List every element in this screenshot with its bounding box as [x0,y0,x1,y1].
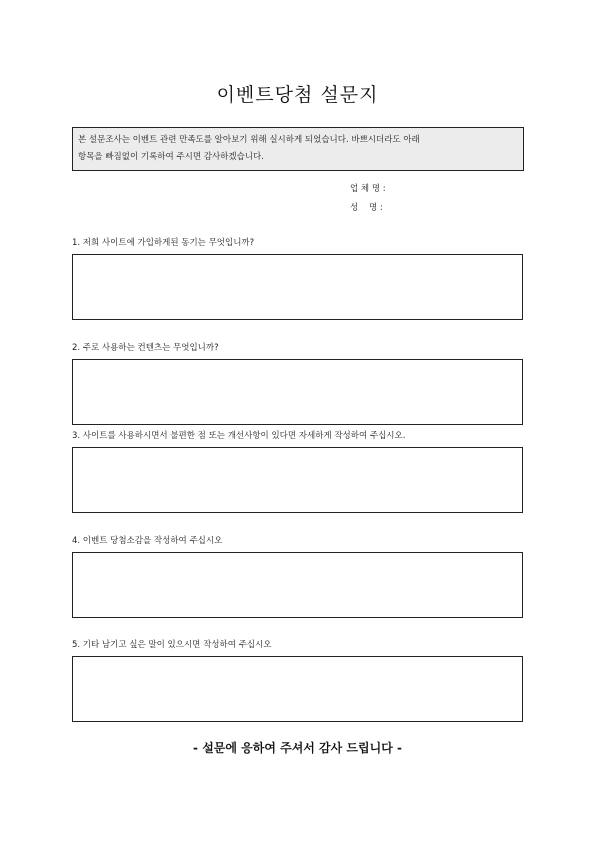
page-title: 이벤트당첨 설문지 [216,84,379,106]
company-name-label: 업 체 명 : [350,184,386,194]
question-4: 4. 이벤트 당첨소감을 작성하여 주십시오 [72,536,223,546]
closing-message: - 설문에 응하여 주셔서 감사 드립니다 - [193,741,402,755]
question-5: 5. 기타 남기고 싶은 말이 있으시면 작성하여 주십시오 [72,640,272,650]
intro-text-line-1: 본 설문조사는 이벤트 관련 만족도를 알아보기 위해 실시하게 되었습니다. 바쁘시더라도 아래 [78,135,420,145]
respondent-info [350,180,386,218]
answer-box-5[interactable] [72,656,523,722]
answer-box-3[interactable] [72,447,523,513]
intro-text-line-2: 항목을 빠짐없이 기록하여 주시면 감사하겠습니다. [78,152,264,162]
respondent-name-label: 성 명 : [350,203,383,213]
intro-box [72,127,524,171]
answer-box-1[interactable] [72,254,523,320]
answer-box-4[interactable] [72,552,523,618]
question-2: 2. 주로 사용하는 컨텐츠는 무엇입니까? [72,343,219,353]
question-3: 3. 사이트를 사용하시면서 불편한 점 또는 개선사항이 있다면 자세하게 작성하여 주십시오. [72,431,406,441]
question-1: 1. 저희 사이트에 가입하게된 동기는 무엇입니까? [72,238,255,248]
answer-box-2[interactable] [72,359,523,425]
